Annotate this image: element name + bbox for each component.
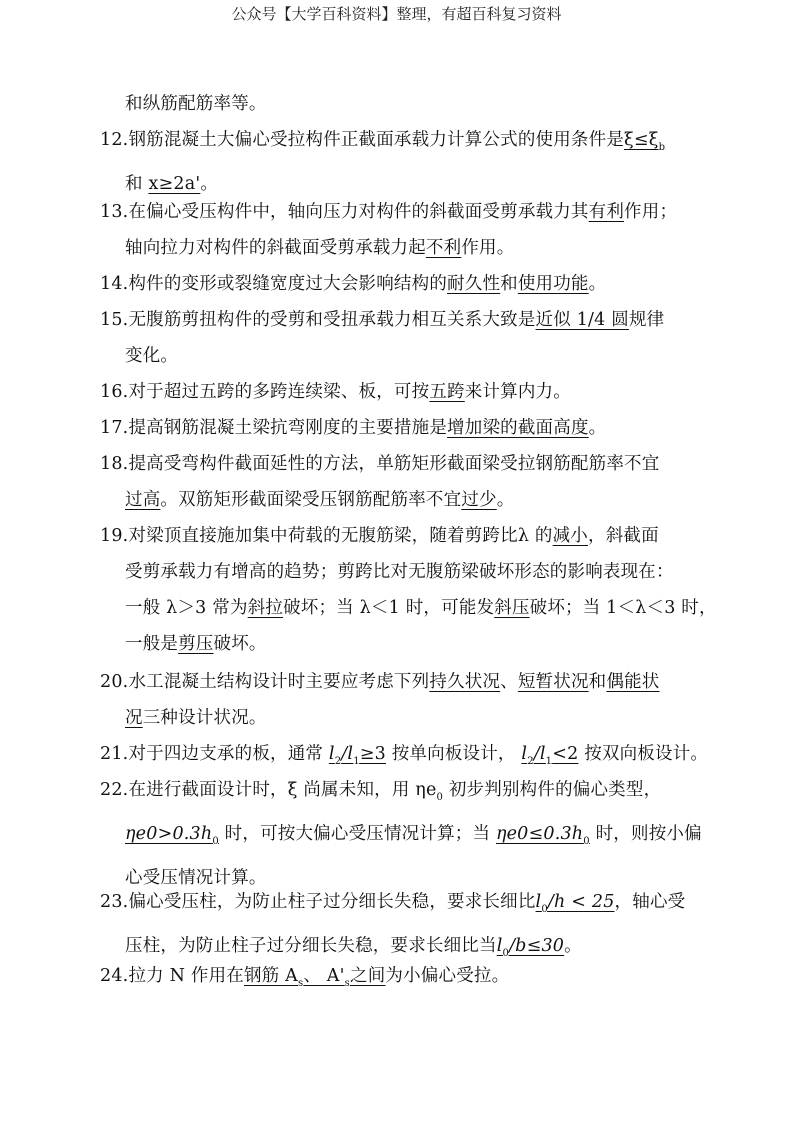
item-text: 破坏；当 λ＜1 时，可能发 (283, 598, 495, 618)
item-text: 。 (200, 174, 219, 194)
item-text: 。双筋矩形截面梁受压钢筋配筋率不宜 (160, 490, 462, 510)
answer-blank: 有利 (588, 202, 625, 222)
answer-blank: $\eta e0>0.3h_0$ (125, 824, 219, 847)
item-number: 12. (100, 130, 129, 150)
item-text: 时，可按大偏心受压情况计算；当 (218, 824, 496, 844)
item-text: 变化。 (125, 346, 179, 366)
answer-blank: 况 (125, 708, 143, 728)
item-text: 。 (496, 490, 515, 510)
answer-blank: 五跨 (429, 382, 465, 402)
item-19 (100, 518, 717, 662)
item-number: 19. (100, 526, 129, 546)
item-text: 构件的变形或裂缝宽度过大会影响结构的 (128, 274, 448, 294)
item-text: 。 (588, 418, 607, 438)
item-text: 按双向板设计。 (578, 744, 709, 764)
answer-blank: $\xi\le\xi_b$ (624, 130, 666, 153)
item-text: 提高受弯构件截面延性的方法，单筋矩形截面梁受拉钢筋配筋率不宜 (128, 454, 660, 474)
answer-blank: 使用功能 (517, 274, 589, 294)
item-number: 24. (100, 966, 129, 986)
item-text: 按单向板设计， (385, 744, 522, 764)
item-text: 规律 (628, 310, 665, 330)
item-14 (100, 266, 700, 302)
answer-blank: 近似 1/4 圆 (535, 310, 629, 330)
item-text: 。 (588, 274, 607, 294)
item-text: 拉力 N 作用在 (128, 966, 244, 986)
item-text: 作用； (624, 202, 678, 222)
item-text: 一般是 (125, 634, 179, 654)
answer-blank: 减小 (552, 526, 588, 546)
item-text: 偏心受压柱，为防止柱子过分细长失稳，要求长细比 (128, 892, 536, 912)
item-number: 21. (100, 744, 129, 764)
answer-blank: 偶能状 (606, 672, 660, 692)
item-15 (100, 302, 700, 374)
item-number: 16. (100, 382, 129, 402)
item-text: ，斜截面 (588, 526, 659, 546)
item-12 (100, 122, 700, 202)
answer-blank: 斜拉 (247, 598, 284, 618)
item-number: 23. (100, 892, 129, 912)
item-number: 13. (100, 202, 129, 222)
item-text: 和 (500, 274, 518, 294)
item-24 (100, 958, 700, 1002)
answer-blank: 过高 (125, 490, 161, 510)
answer-blank: 过少 (461, 490, 497, 510)
item-text: 作用。 (461, 238, 515, 258)
item-17 (100, 410, 700, 446)
item-11-continuation (100, 86, 700, 122)
answer-blank: $l_0/h < 25$ (535, 892, 615, 915)
answer-blank: $\eta e0\le 0.3h_0$ (495, 824, 590, 847)
item-text: 提高钢筋混凝土梁抗弯刚度的主要措施是 (128, 418, 448, 438)
answer-blank: 增加梁的截面高度 (447, 418, 589, 438)
item-text: 压柱，为防止柱子过分细长失稳，要求长细比当 (125, 936, 497, 956)
item-number: 17. (100, 418, 129, 438)
item-18 (100, 446, 700, 518)
item-text: 。 (564, 936, 582, 956)
item-text: 对梁顶直接施加集中荷载的无腹筋梁，随着剪跨比λ 的 (128, 526, 553, 546)
item-20 (100, 664, 700, 736)
answer-blank: $l_0/b\le 30$ (496, 936, 565, 959)
answer-blank: 斜压 (494, 598, 530, 618)
item-text: 一般 λ＞3 常为 (125, 598, 248, 618)
item-text: 和 (125, 174, 149, 194)
answer-blank: 钢筋 $A_s$、 $A'_s$之间 (243, 966, 386, 989)
item-number: 14. (100, 274, 129, 294)
item-text: 和 (588, 672, 607, 692)
item-text: 无腹筋剪扭构件的受剪和受扭承载力相互关系大致是 (128, 310, 536, 330)
item-text: 时，则按小偏 (589, 824, 702, 844)
item-22 (100, 772, 700, 896)
item-13 (100, 194, 700, 266)
answer-blank: 持久状况 (429, 672, 501, 692)
item-text: 对于四边支承的板，通常 (128, 744, 329, 764)
subscript: 0 (436, 792, 444, 803)
item-text: 轴向拉力对构件的斜截面受剪承载力起 (125, 238, 426, 258)
answer-blank: 剪压 (178, 634, 214, 654)
item-text: 钢筋混凝土大偏心受拉构件正截面承载力计算公式的使用条件是 (128, 130, 625, 150)
item-number: 20. (100, 672, 129, 692)
item-16 (100, 374, 700, 410)
answer-blank: $l_2/l_1<2$ (521, 744, 579, 767)
item-number: 18. (100, 454, 129, 474)
item-text: 和纵筋配筋率等。 (125, 94, 267, 114)
answer-blank: 耐久性 (447, 274, 501, 294)
answer-blank: 不利 (425, 238, 462, 258)
item-number: 15. (100, 310, 129, 330)
answer-blank: x≥2a' (148, 174, 201, 194)
item-text: 来计算内力。 (464, 382, 571, 402)
item-text: 为小偏心受拉。 (385, 966, 510, 986)
answer-blank: 短暂状况 (517, 672, 589, 692)
item-text: 心受压情况计算。 (125, 868, 267, 888)
item-text: 、 (500, 672, 518, 692)
item-text: 受剪承载力有增高的趋势；剪跨比对无腹筋梁破坏形态的影响表现在： (125, 562, 674, 582)
item-number: 22. (100, 780, 129, 800)
item-text: 破坏；当 1＜λ＜3 时， (529, 598, 717, 618)
item-text: 初步判别构件的偏心类型， (443, 780, 662, 800)
answer-blank: $l_2/l_1\ge 3$ (328, 744, 386, 767)
item-text: 在进行截面设计时，ξ 尚属未知，用 ηe (128, 780, 437, 800)
item-text: 三种设计状况。 (142, 708, 267, 728)
item-text: ，轴心受 (614, 892, 686, 912)
item-text: 在偏心受压构件中，轴向压力对构件的斜截面受剪承载力其 (128, 202, 589, 222)
page-header: 公众号【大学百科资料】整理，有超百科复习资料 (231, 5, 562, 23)
item-text: 对于超过五跨的多跨连续梁、板，可按 (128, 382, 430, 402)
item-text: 破坏。 (213, 634, 267, 654)
item-text: 水工混凝土结构设计时主要应考虑下列 (128, 672, 430, 692)
